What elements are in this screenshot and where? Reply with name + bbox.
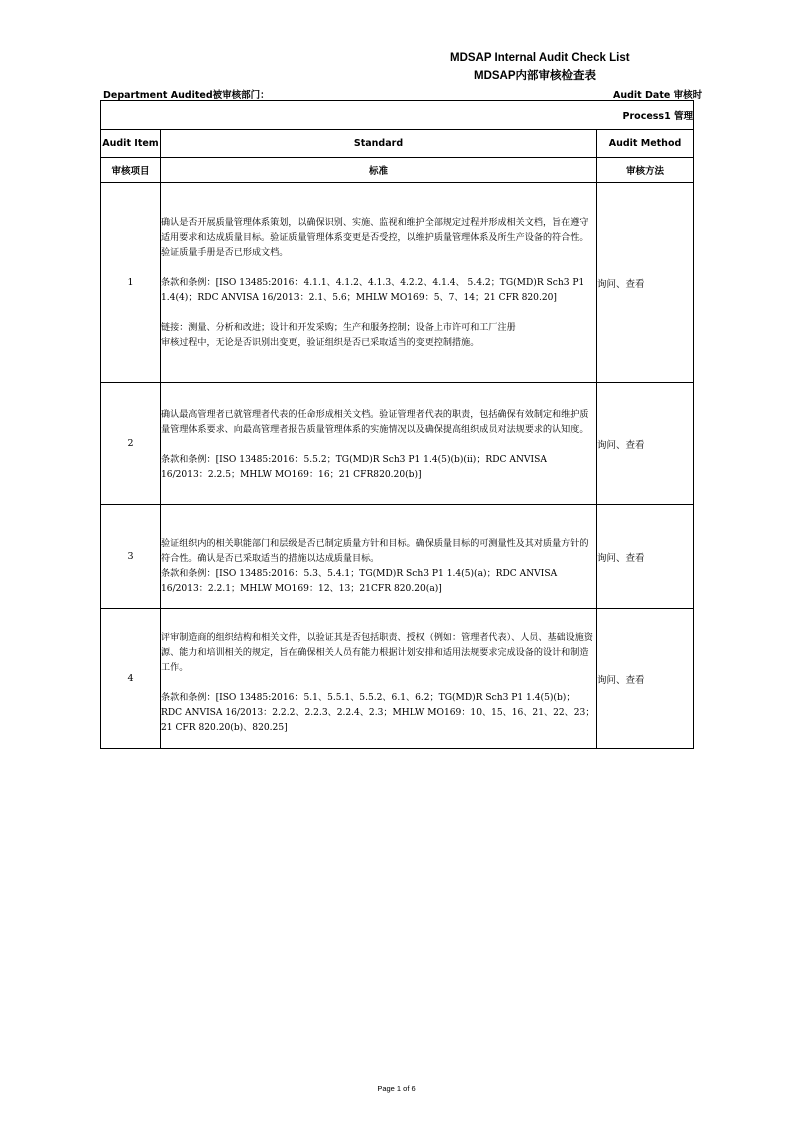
standard-paragraph: 验证组织内的相关职能部门和层级是否已制定质量方针和目标。确保质量目标的可测量性及其对质量方针的符合性。确认是否已采取适当的措施以达成质量目标。 (161, 538, 589, 564)
standard-cell (161, 609, 597, 749)
standard-paragraph: 条款和条例：[ISO 13485:2016：4.1.1、4.1.2、4.1.3、4.2.2、4.1.4、 5.4.2；TG(MD)R Sch3 P1 1.4(4)；RDC ANVISA 16/2013：2.1、5.6；MHLW MO169：5、7、14；21 CFR 820.20] (161, 277, 585, 303)
audit-date-label: Audit Date 审核时 (613, 90, 703, 101)
standard-paragraph: 链接：测量、分析和改进；设计和开发采购；生产和服务控制；设备上市许可和工厂注册 (161, 322, 516, 333)
page-footer: Page 1 of 6 (377, 1084, 416, 1093)
standard-paragraph: 审核过程中，无论是否识别出变更，验证组织是否已采取适当的变更控制措施。 (161, 337, 480, 348)
audit-item-number: 4 (101, 609, 161, 749)
standard-cell (161, 383, 597, 505)
audit-item-number: 2 (101, 383, 161, 505)
audit-item-number: 1 (101, 183, 161, 383)
standard-paragraph: 评审制造商的组织结构和相关文件，以验证其是否包括职责、授权（例如：管理者代表）、人员、基础设施资源、能力和培训相关的规定，旨在确保相关人员有能力根据计划安排和适用法规要求完成设备的设计和制造工作。 (161, 633, 593, 673)
document-title-cn: MDSAP内部审核检查表 (474, 70, 597, 82)
audit-method-cell: 询问、查看 (597, 609, 694, 749)
audit-checklist-table (100, 100, 694, 749)
audit-method-cell: 询问、查看 (597, 505, 694, 609)
column-header-audit-method-cn: 审核方法 (597, 158, 694, 183)
header-row-en (101, 130, 694, 158)
standard-paragraph: 条款和条例：[ISO 13485:2016：5.3、5.4.1；TG(MD)R Sch3 P1 1.4(5)(a)；RDC ANVISA 16/2013：2.2.1；MHLW MO169：12、13；21CFR 820.20(a)] (161, 568, 558, 594)
standard-cell (161, 183, 597, 383)
standard-paragraph: 确认最高管理者已就管理者代表的任命形成相关文档。验证管理者代表的职责，包括确保有效制定和维护质量管理体系要求、向最高管理者报告质量管理体系的实施情况以及确保提高组织成员对法规要求的认知度。 (161, 410, 589, 435)
process-label: Process1 管理 (101, 101, 694, 130)
header-row-cn (101, 158, 694, 183)
table-row (101, 609, 694, 749)
audit-method-cell: 询问、查看 (597, 383, 694, 505)
standard-cell (161, 505, 597, 609)
table-row (101, 183, 694, 383)
audit-method-cell: 询问、查看 (597, 183, 694, 383)
column-header-audit-method: Audit Method (597, 130, 694, 158)
process-row (101, 101, 694, 130)
column-header-standard-cn: 标准 (161, 158, 597, 183)
standard-paragraph: 条款和条例：[ISO 13485:2016：5.5.2；TG(MD)R Sch3 P1 1.4(5)(b)(ii)；RDC ANVISA 16/2013：2.2.5；MHLW MO169：16；21 CFR820.20(b)] (161, 455, 547, 480)
standard-paragraph: 确认是否开展质量管理体系策划，以确保识别、实施、监视和维护全部规定过程并形成相关文档，旨在遵守适用要求和达成质量目标。验证质量管理体系变更是否受控，以维护质量管理体系及所生产设备的符合性。验证质量手册是否已形成文档。 (161, 217, 589, 258)
audit-item-number: 3 (101, 505, 161, 609)
column-header-standard: Standard (161, 130, 597, 158)
column-header-audit-item-cn: 审核项目 (101, 158, 161, 183)
standard-paragraph: 条款和条例：[ISO 13485:2016：5.1、5.5.1、5.5.2、6.1、6.2；TG(MD)R Sch3 P1 1.4(5)(b)；RDC ANVISA 16/2013：2.2.2、2.2.3、2.2.4、2.3；MHLW MO169：10、15、16、21、22、23；21 CFR 820.20(b)、820.25] (161, 693, 595, 733)
table-row (101, 505, 694, 609)
table-row (101, 383, 694, 505)
department-audited-label: Department Audited被审核部门： (103, 90, 270, 101)
document-title-en: MDSAP Internal Audit Check List (450, 52, 630, 64)
column-header-audit-item: Audit Item (101, 130, 161, 158)
